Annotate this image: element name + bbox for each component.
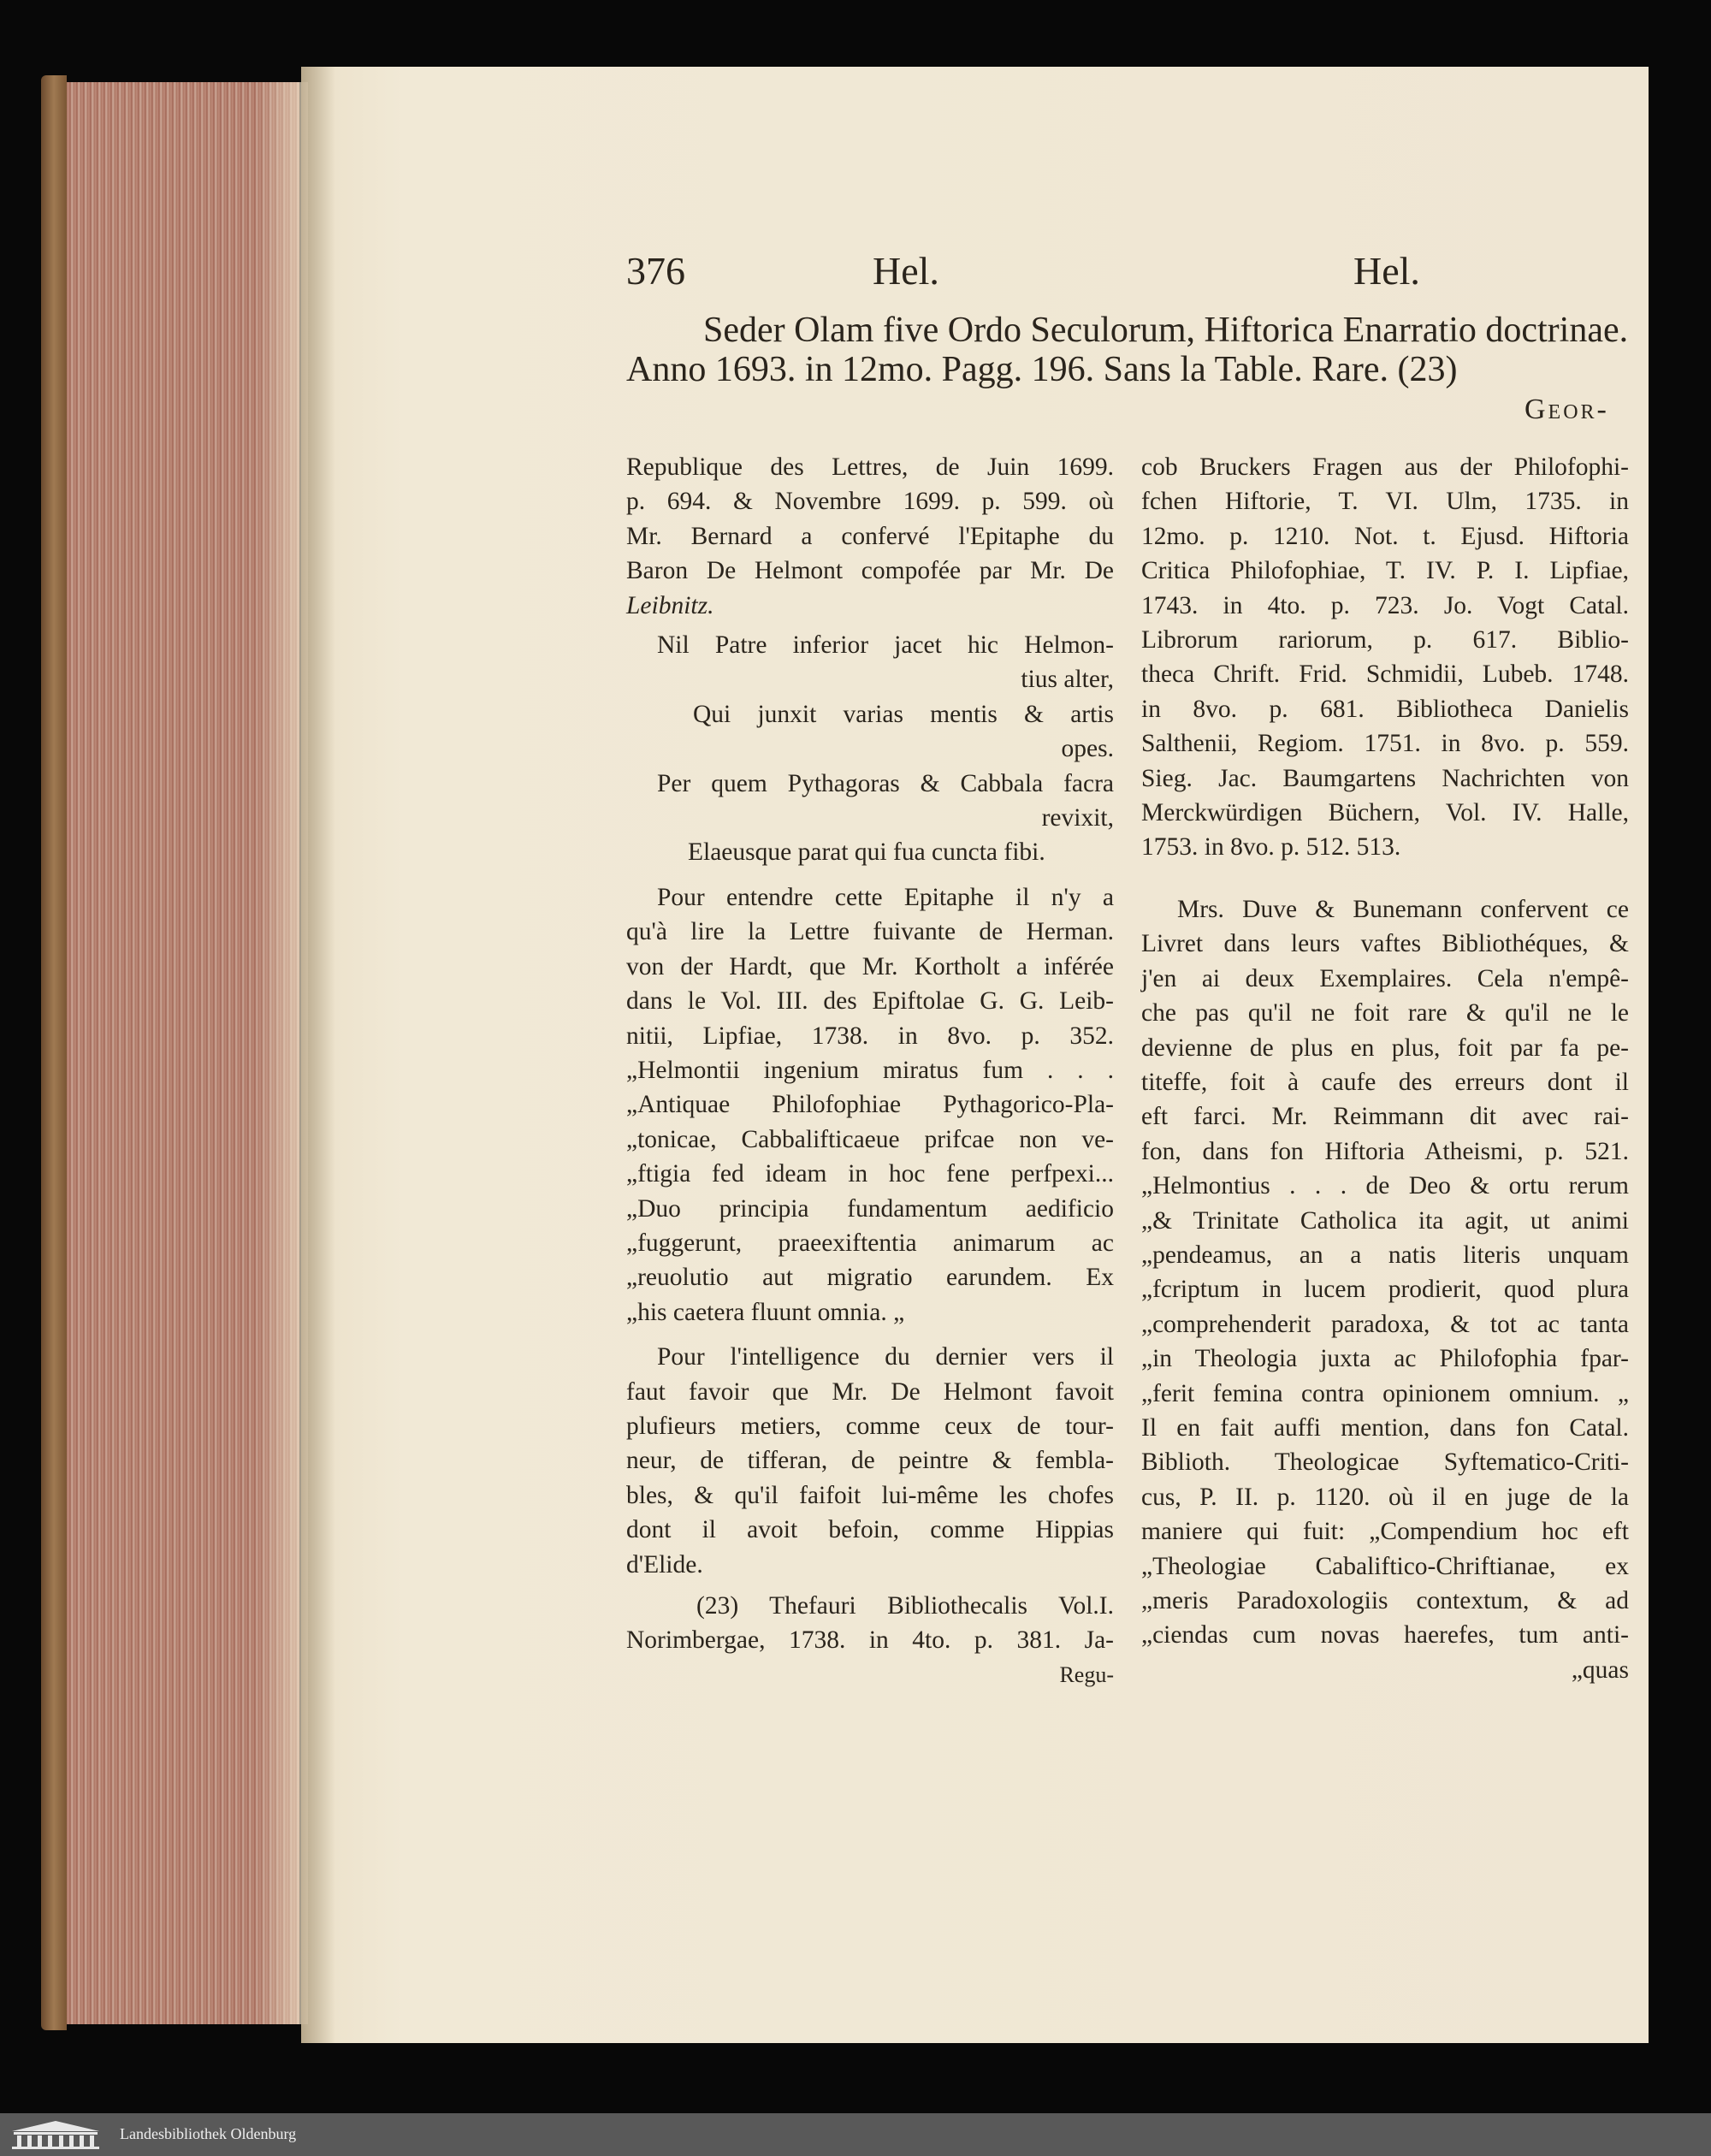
text-line: von der Hardt, que Mr. Kortholt a inférée bbox=[626, 952, 1114, 980]
text-line: „in Theologia juxta ac Philofophia fpar- bbox=[1141, 1345, 1629, 1373]
verse-line: Per quem Pythagoras & Cabbala facra bbox=[657, 769, 1114, 797]
text-line: „Antiquae Philofophiae Pythagorico-Pla- bbox=[626, 1091, 1114, 1119]
text-line: Il en fait auffi mention, dans fon Catal. bbox=[1141, 1413, 1629, 1442]
text-line: „Helmontius . . . de Deo & ortu rerum bbox=[1141, 1172, 1629, 1200]
catchword-bottom-left: Regu- bbox=[1059, 1661, 1114, 1687]
text-line: dont il avoit befoin, comme Hippias bbox=[626, 1516, 1114, 1544]
text-line: Pour l'intelligence du dernier vers il bbox=[657, 1343, 1114, 1371]
book-cover-edge bbox=[41, 75, 67, 2030]
text-line: Biblioth. Theologicae Syftematico-Criti- bbox=[1141, 1448, 1629, 1477]
text-line: maniere qui fuit: „Compendium hoc eft bbox=[1141, 1518, 1629, 1546]
footnote-line: cob Bruckers Fragen aus der Philofophi- bbox=[1141, 453, 1629, 481]
title-line-2: Anno 1693. in 12mo. Pagg. 196. Sans la Table. Rare. (23) bbox=[626, 350, 1458, 389]
verse-line: tius alter, bbox=[1021, 666, 1114, 694]
text-line: nitii, Lipfiae, 1738. in 8vo. p. 352. bbox=[626, 1022, 1114, 1050]
text-line: Mrs. Duve & Bunemann confervent ce bbox=[1177, 895, 1629, 923]
gutter-shadow bbox=[301, 67, 335, 2043]
running-head-right: Hel. bbox=[1353, 249, 1420, 293]
text-line: „fcriptum in lucem prodierit, quod plura bbox=[1141, 1276, 1629, 1304]
text-line: fon, dans fon Hiftoria Atheismi, p. 521. bbox=[1141, 1137, 1629, 1165]
running-head-left: Hel. bbox=[873, 249, 939, 293]
footnote-line: 12mo. p. 1210. Not. t. Ejusd. Hiftoria bbox=[1141, 522, 1629, 550]
text-line: „meris Paradoxologiis contextum, & ad bbox=[1141, 1587, 1629, 1614]
text-line: „ftigia fed ideam in hoc fene perfpexi... bbox=[626, 1160, 1114, 1188]
footnote-line: theca Chrift. Frid. Schmidii, Lubeb. 1748. bbox=[1141, 660, 1629, 689]
footnote-line: 1753. in 8vo. p. 512. 513. bbox=[1141, 833, 1401, 862]
text-line: p. 694. & Novembre 1699. p. 599. où bbox=[626, 488, 1114, 516]
text-line: „ciendas cum novas haerefes, tum anti- bbox=[1141, 1621, 1629, 1650]
footnote-line: Critica Philofophiae, T. IV. P. I. Lipfiae, bbox=[1141, 557, 1629, 585]
text-line: „Duo principia fundamentum aedificio bbox=[626, 1194, 1114, 1223]
text-line: „pendeamus, an a natis literis unquam bbox=[1141, 1241, 1629, 1269]
footnote-line: (23) Thefauri Bibliothecalis Vol.I. bbox=[696, 1592, 1114, 1620]
left-column bbox=[626, 450, 1114, 1692]
verse-line: Qui junxit varias mentis & artis bbox=[693, 700, 1114, 728]
verse-line: Nil Patre inferior jacet hic Helmon- bbox=[657, 631, 1114, 660]
text-line: devienne de plus en plus, foit par fa pe- bbox=[1141, 1034, 1629, 1062]
text-line: „reuolutio aut migratio earundem. Ex bbox=[626, 1264, 1114, 1292]
text-line: eft farci. Mr. Reimmann dit avec rai- bbox=[1141, 1103, 1629, 1131]
text-line: titeffe, foit à caufe des erreurs dont il bbox=[1141, 1068, 1629, 1096]
footnote-line: in 8vo. p. 681. Bibliotheca Danielis bbox=[1141, 695, 1629, 723]
page-number: 376 bbox=[626, 249, 685, 293]
text-line: bles, & qu'il faifoit lui-même les chofes bbox=[626, 1481, 1114, 1509]
text-line: faut favoir que Mr. De Helmont favoit bbox=[626, 1377, 1114, 1406]
text-line: „Helmontii ingenium miratus fum . . . bbox=[626, 1056, 1114, 1084]
text-line: Republique des Lettres, de Juin 1699. bbox=[626, 453, 1114, 481]
text-line: che pas qu'il ne foit rare & qu'il ne le bbox=[1141, 999, 1629, 1028]
text-line: neur, de tifferan, de peintre & fembla- bbox=[626, 1447, 1114, 1475]
text-line: Baron De Helmont compofée par Mr. De bbox=[626, 557, 1114, 585]
footnote-line: fchen Hiftorie, T. VI. Ulm, 1735. in bbox=[1141, 488, 1629, 516]
text-line: dans le Vol. III. des Epiftolae G. G. Leib- bbox=[626, 987, 1114, 1016]
verse-line: revixit, bbox=[1041, 804, 1114, 832]
verse-line: opes. bbox=[1061, 735, 1114, 763]
library-name: Landesbibliothek Oldenburg bbox=[120, 2125, 297, 2142]
text-line: Leibnitz. bbox=[626, 591, 714, 619]
right-column bbox=[1141, 450, 1629, 1687]
text-line: Pour entendre cette Epitaphe il n'y a bbox=[657, 883, 1114, 911]
text-line: „& Trinitate Catholica ita agit, ut animi bbox=[1141, 1206, 1629, 1235]
footnote-line: Salthenii, Regiom. 1751. in 8vo. p. 559. bbox=[1141, 730, 1629, 758]
footnote-line: Sieg. Jac. Baumgartens Nachrichten von bbox=[1141, 764, 1629, 792]
text-line: d'Elide. bbox=[626, 1550, 703, 1578]
text-line: „ferit femina contra opinionem omnium. „ bbox=[1141, 1379, 1629, 1407]
text-line: Mr. Bernard a confervé l'Epitaphe du bbox=[626, 522, 1114, 550]
verse-line: Elaeusque parat qui fua cuncta fibi. bbox=[688, 838, 1045, 867]
catchword-bottom-right: „quas bbox=[1571, 1656, 1629, 1684]
text-line: plufieurs metiers, comme ceux de tour- bbox=[626, 1412, 1114, 1440]
page-curl-shade bbox=[257, 82, 308, 2024]
text-line: cus, P. II. p. 1120. où il en juge de la bbox=[1141, 1483, 1629, 1511]
catchword-top: Geor- bbox=[1525, 394, 1609, 425]
text-line: qu'à lire la Lettre fuivante de Herman. bbox=[626, 918, 1114, 946]
footnote-line: Norimbergae, 1738. in 4to. p. 381. Ja- bbox=[626, 1626, 1114, 1655]
text-line: „his caetera fluunt omnia. „ bbox=[626, 1298, 905, 1326]
title-line-1: Seder Olam five Ordo Seculorum, Hiftorica Enarratio doctrinae. bbox=[703, 311, 1629, 350]
text-line: j'en ai deux Exemplaires. Cela n'empê- bbox=[1141, 964, 1629, 992]
footnote-line: Librorum rariorum, p. 617. Biblio- bbox=[1141, 626, 1629, 654]
footnote-line: 1743. in 4to. p. 723. Jo. Vogt Catal. bbox=[1141, 591, 1629, 619]
text-line: „Theologiae Cabaliftico-Chriftianae, ex bbox=[1141, 1552, 1629, 1580]
text-line: Livret dans leurs vaftes Bibliothéques, & bbox=[1141, 930, 1629, 958]
text-line: „fuggerunt, praeexiftentia animarum ac bbox=[626, 1229, 1114, 1257]
library-building-icon bbox=[9, 2119, 103, 2150]
text-line: „tonicae, Cabbalifticaeue prifcae non ve- bbox=[626, 1125, 1114, 1153]
text-line: „comprehenderit paradoxa, & tot ac tanta bbox=[1141, 1310, 1629, 1338]
footnote-line: Merckwürdigen Büchern, Vol. IV. Halle, bbox=[1141, 799, 1629, 827]
